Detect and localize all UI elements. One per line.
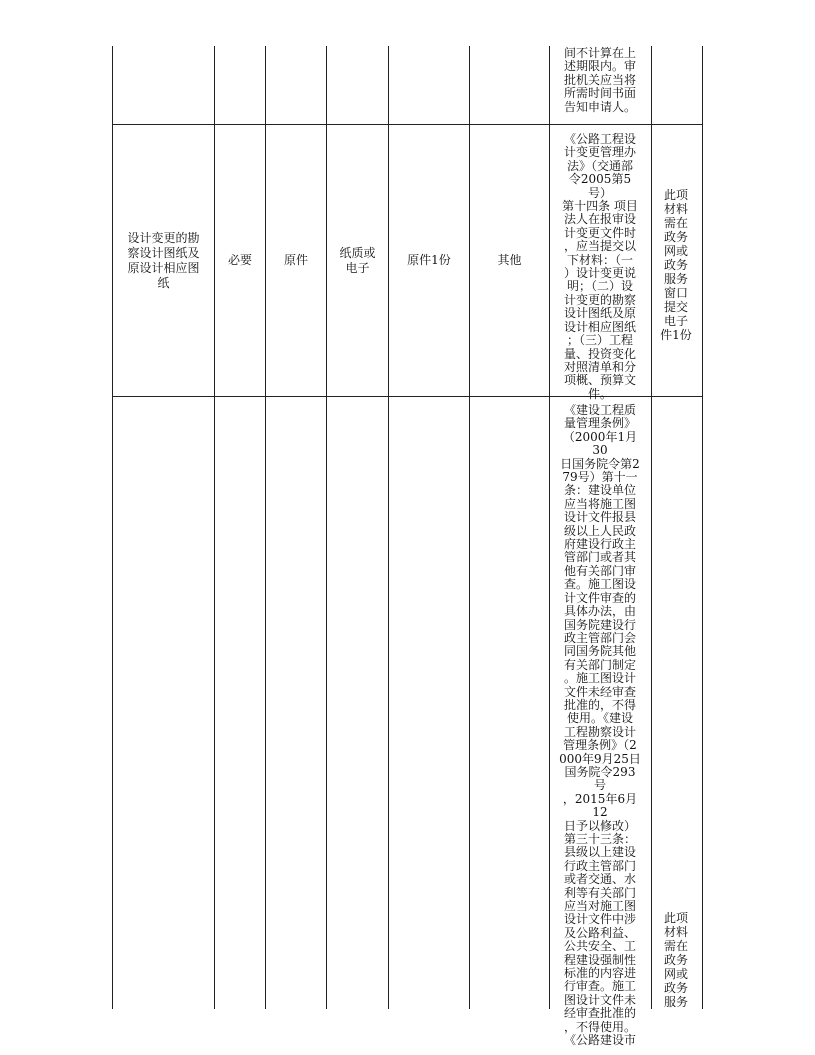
source-value: 其他 bbox=[497, 253, 522, 267]
row2-quantity-cell bbox=[389, 125, 469, 396]
column-divider bbox=[651, 46, 652, 1009]
row2-note-cell: 此项 材料 需在 政务 网或 政务 服务 窗口 提交 电子 件1份 bbox=[660, 188, 692, 342]
medium-value: 纸质或 电子 bbox=[339, 245, 376, 275]
row3-basis-cell: 《建设工程质 量管理条例》 （2000年1月30 日国务院令第2 79号）第十一 条：建设单位 应当将施工图 设计文件报县 级以上人民政 府建设行政主 管部门或者其 他有关部门审 查。施工图设 计文件审查的 具体办法，由 国务院建设行 政主管部门会 同国务院其他 有关部门制定 。施工图设计 文件未经审查 批准的，不得 使用。《建设 工程勘察设计 管理条例》（2 000年9月25日 国务院令293号 ，2015年6月12 日予以修改） 第三十三条： 县级以上建设 行政主管部门 或者交通、水 利等有关部门 应当对施工图 设计文件中涉 及公路利益、 公共安全、工 程建设强制性 标准的内容进 行审查。施工 图设计文件未 经审查批准的 ，不得使用。 《公路建设市 bbox=[559, 403, 641, 1048]
row2-basis-cell: 《公路工程设 计变更管理办 法》（交通部 令2005第5号） 第十四条 项目 法人在报审设 计变更文件时 ，应当提交以 下材料：（一 ）设计变更说 明；（二）设 计变更的勘察 设计图纸及原 设计相应图纸 ；（三）工程 量、投资变化 对照清单和分 项概、预算文 件。 bbox=[562, 132, 638, 401]
quantity-value: 原件1份 bbox=[407, 253, 451, 267]
row2-form-cell bbox=[266, 125, 326, 396]
table-border-right bbox=[702, 46, 703, 1009]
row2-source-cell bbox=[470, 125, 549, 396]
column-divider bbox=[549, 46, 550, 1009]
row3-note-cell: 此项 材料 需在 政务 网或 政务 服务 bbox=[663, 911, 688, 1009]
row1-basis-cell: 间不计算在上 述期限内。审 批机关应当将 所需时间书面 告知申请人。 bbox=[563, 46, 636, 114]
row2-material-name-cell bbox=[113, 125, 214, 396]
material-name: 设计变更的勘 察设计图纸及 原设计相应图 纸 bbox=[127, 230, 200, 290]
form-value: 原件 bbox=[283, 253, 308, 267]
row2-medium-cell bbox=[327, 125, 388, 396]
row2-required-cell bbox=[215, 125, 265, 396]
required-value: 必要 bbox=[227, 253, 252, 267]
